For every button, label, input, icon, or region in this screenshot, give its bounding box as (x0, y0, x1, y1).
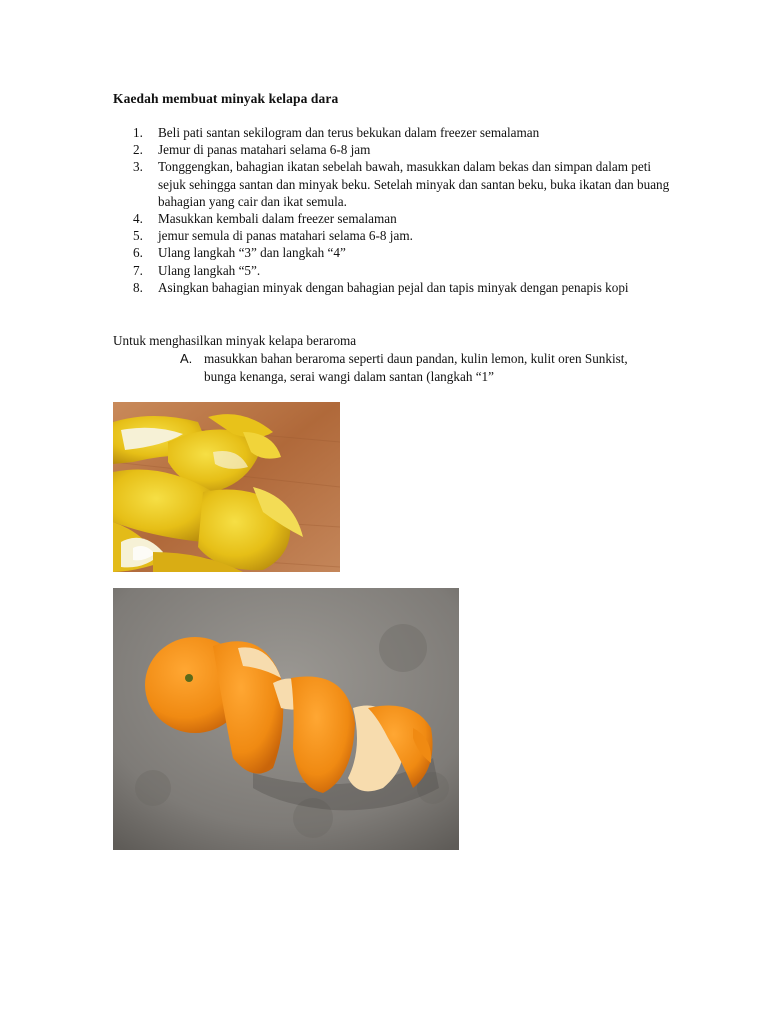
step-number: 5. (133, 228, 143, 244)
step-number: 1. (133, 125, 143, 140)
list-item (113, 210, 673, 227)
item-text: masukkan bahan beraroma seperti daun pandan, kulin lemon, kulit oren Sunkist, bunga kenanga, serai wangi dalam santan (langkah “1” (204, 351, 628, 384)
steps-list (113, 124, 673, 296)
step-text: Ulang langkah “5”. (158, 262, 261, 278)
orange-peel-photo (113, 588, 459, 850)
list-item (113, 244, 673, 261)
step-number: 3. (133, 159, 143, 175)
list-item (113, 262, 673, 279)
list-item (180, 350, 650, 386)
document-title: Kaedah membuat minyak kelapa dara (113, 91, 339, 106)
step-number: 6. (133, 245, 143, 261)
step-text: Ulang langkah “3” dan langkah “4” (158, 245, 346, 261)
list-item (113, 279, 673, 296)
list-item (113, 141, 673, 158)
step-text: Beli pati santan sekilogram dan terus bekukan dalam freezer semalaman (158, 125, 540, 140)
section-subtitle: Untuk menghasilkan minyak kelapa beraroma (113, 333, 357, 348)
step-text: Asingkan bahagian minyak dengan bahagian pejal dan tapis minyak dengan penapis kopi (158, 279, 629, 295)
list-item (113, 158, 673, 210)
list-item (113, 227, 673, 244)
list-item (113, 124, 673, 141)
lemon-peel-photo (113, 402, 340, 572)
step-text: Jemur di panas matahari selama 6-8 jam (158, 142, 371, 158)
step-number: 7. (133, 262, 143, 278)
step-number: 2. (133, 142, 143, 158)
step-text: Tonggengkan, bahagian ikatan sebelah bawah, masukkan dalam bekas dan simpan dalam peti sejuk sehingga santan dan minyak beku. Setelah minyak dan santan beku, buka ikatan dan buang bahagian yang cair dan ikat semula. (158, 159, 670, 209)
step-number: 4. (133, 211, 143, 227)
step-number: 8. (133, 279, 143, 295)
step-text: Masukkan kembali dalam freezer semalaman (158, 211, 397, 227)
item-letter: A. (180, 351, 193, 366)
aroma-list (180, 350, 650, 386)
lemon-peel-image (113, 402, 340, 572)
step-text: jemur semula di panas matahari selama 6-8 jam. (158, 228, 413, 244)
orange-peel-image (113, 588, 459, 850)
